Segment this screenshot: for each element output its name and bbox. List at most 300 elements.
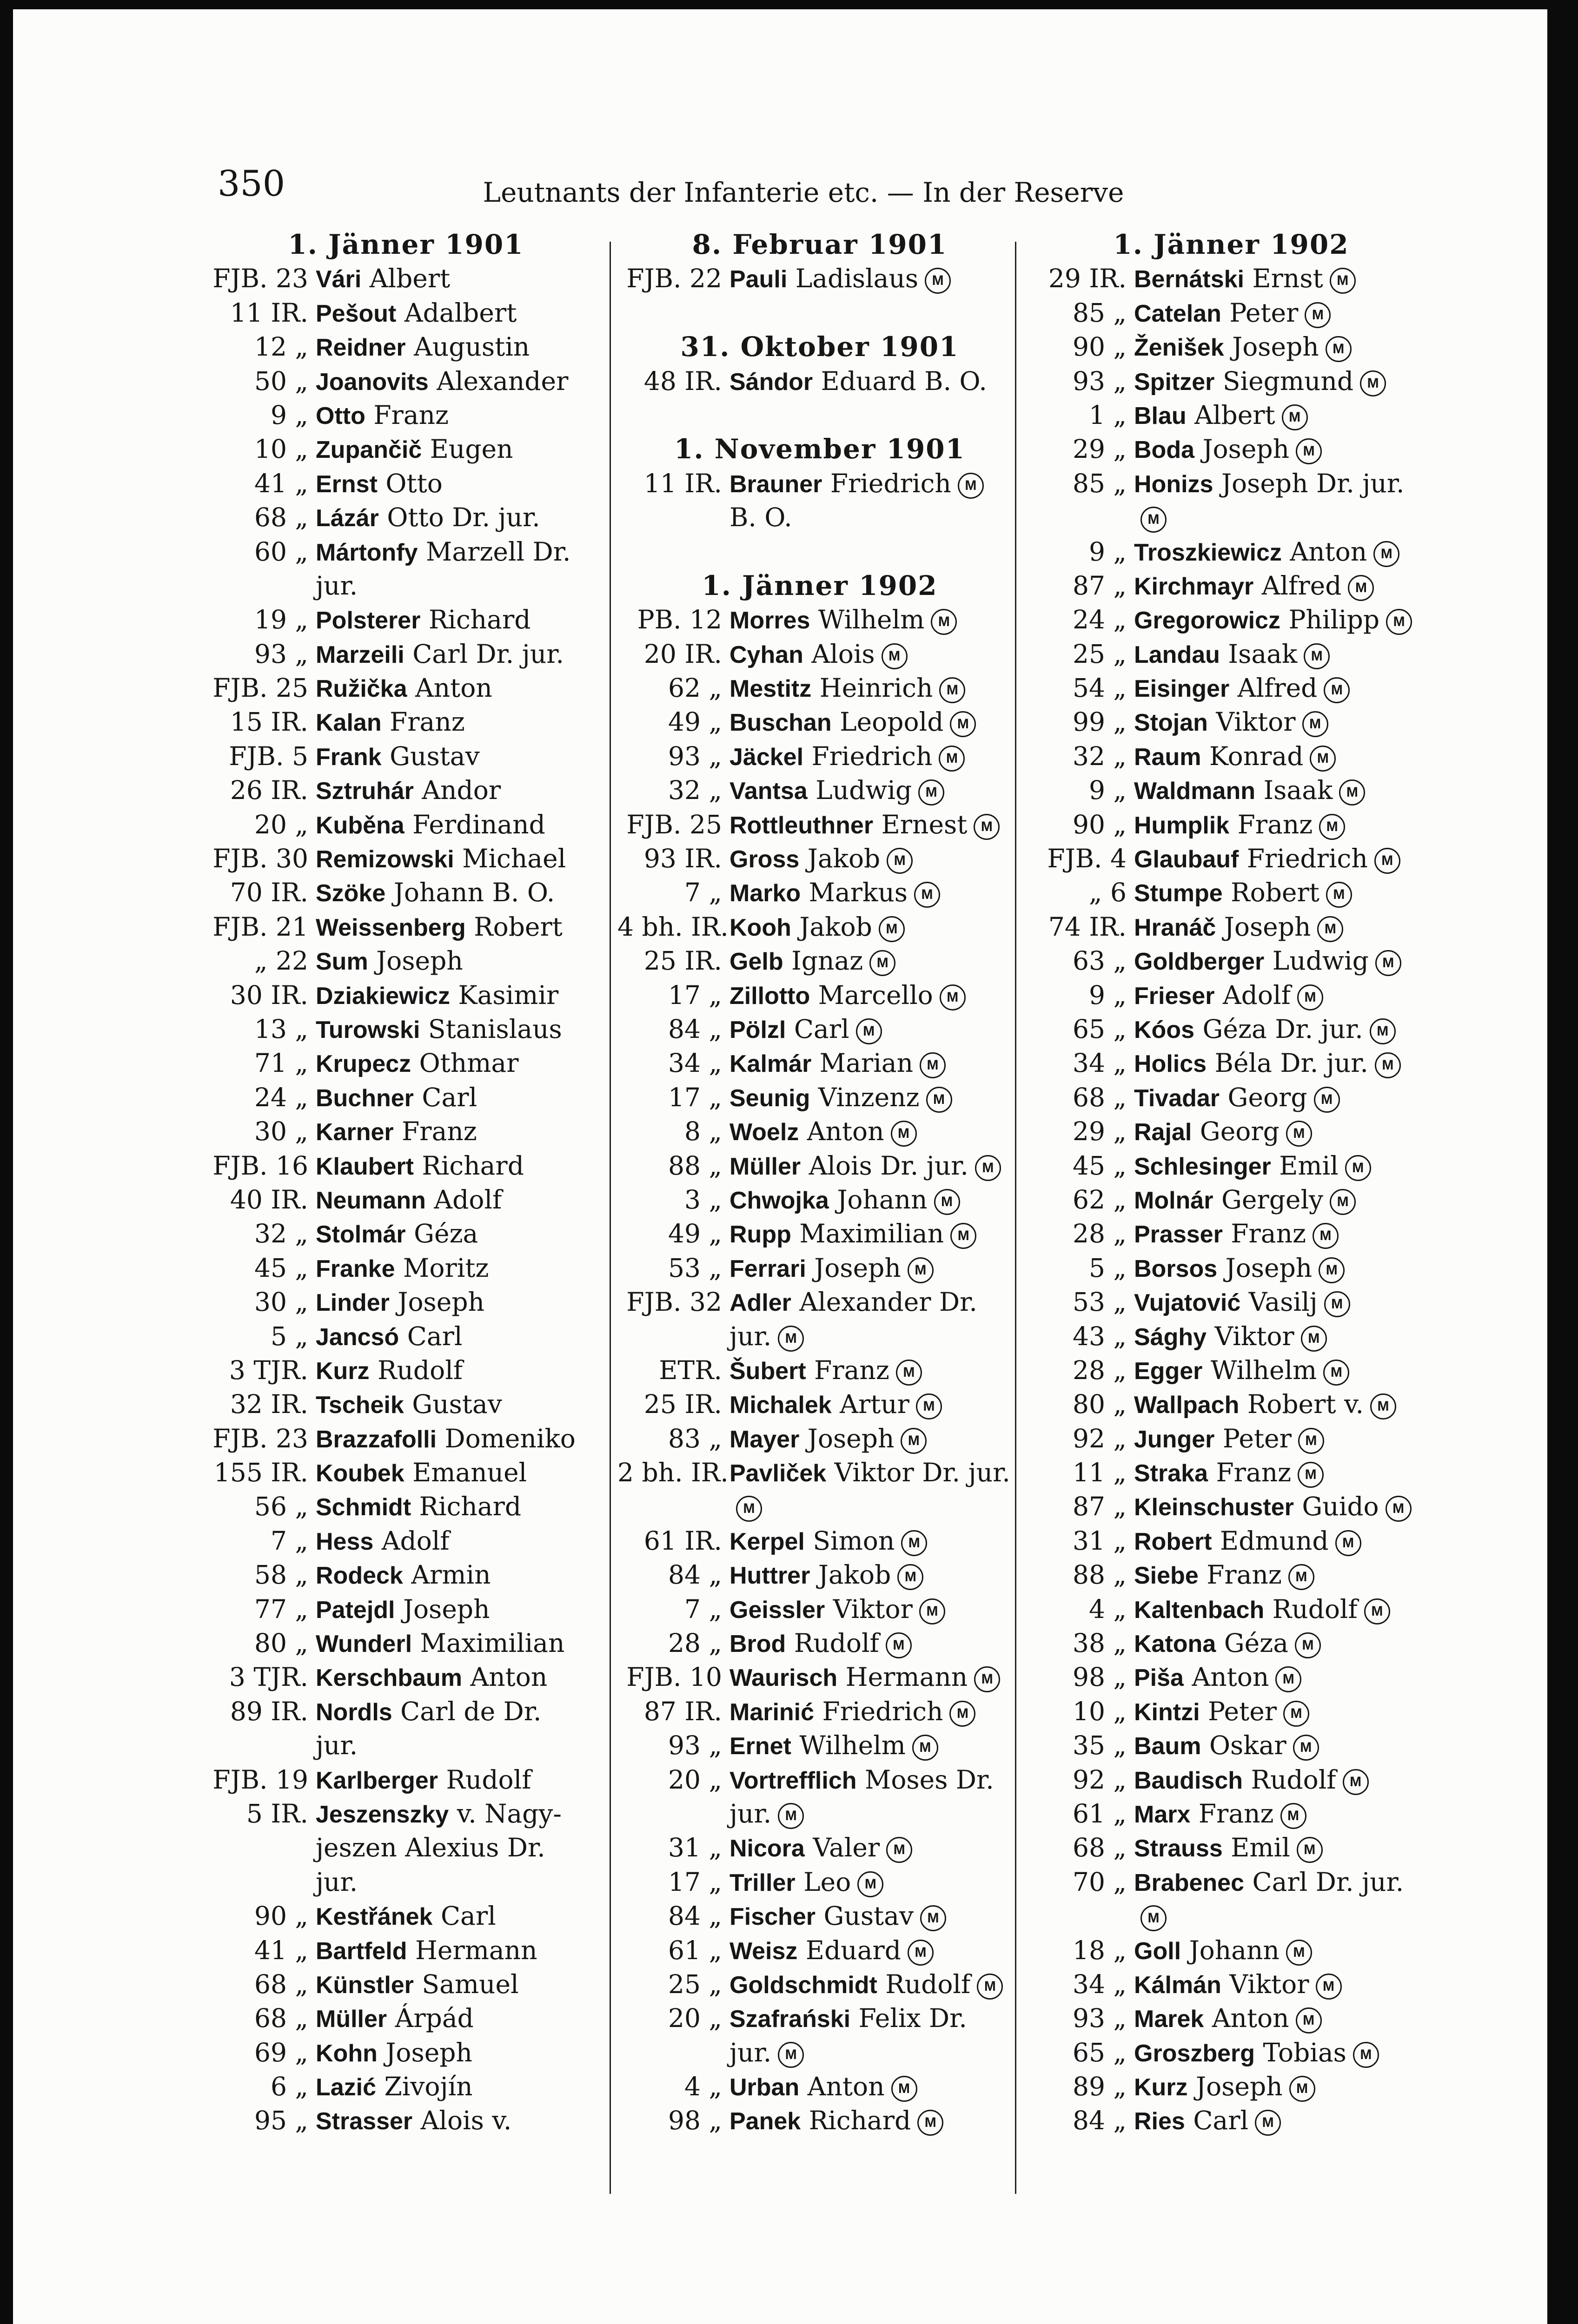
- entry-surname: Kurz: [316, 1357, 370, 1385]
- section-heading: 1. November 1901: [674, 433, 966, 465]
- entry-unit: 70 IR.: [230, 878, 308, 908]
- entry-unit: FJB. 16: [212, 1150, 308, 1181]
- circled-m-icon: M: [1323, 1360, 1349, 1386]
- entry-given-name: Eugen: [430, 434, 513, 464]
- entry-surname: Buschan: [729, 709, 832, 737]
- entry-surname: Ženišek: [1134, 334, 1224, 362]
- circled-m-icon: M: [1316, 1974, 1342, 2000]
- entry-surname: Kalan: [316, 709, 382, 737]
- roster-entry: [1022, 1320, 1440, 1353]
- entry-unit: 10 „: [254, 434, 308, 464]
- entry-surname: Stumpe: [1134, 880, 1223, 907]
- entry-unit: 93 „: [1073, 2003, 1127, 2034]
- circled-m-icon: M: [886, 1837, 912, 1863]
- entry-unit: 70 „: [1073, 1867, 1127, 1897]
- entry-given-name: Eduard B. O.: [821, 366, 987, 396]
- entry-surname: Frieser: [1134, 982, 1215, 1010]
- entry-given-name: Edmund: [1220, 1525, 1329, 1556]
- roster-entry: [204, 1626, 608, 1660]
- column-2: [617, 228, 1022, 2138]
- roster-entry: [617, 1012, 1022, 1046]
- circled-m-icon: M: [1298, 1428, 1324, 1454]
- entry-given-name: Jakob: [807, 844, 881, 874]
- entry-unit: 61 „: [668, 1935, 722, 1965]
- roster-entry: [617, 1217, 1022, 1251]
- entry-unit: 98 „: [1073, 1662, 1127, 1692]
- circled-m-icon: M: [1326, 882, 1352, 908]
- entry-unit: 93 „: [1073, 366, 1127, 396]
- entry-given-name: Rudolf: [885, 1969, 971, 1999]
- entry-unit: 3 TJR.: [229, 1355, 308, 1385]
- entry-surname: Karner: [316, 1119, 394, 1146]
- roster-entry: [617, 1251, 1022, 1285]
- entry-surname: Ernet: [729, 1733, 791, 1760]
- circled-m-icon: M: [1370, 1393, 1396, 1419]
- entry-given-name: Franz: [1216, 1458, 1292, 1488]
- circled-m-icon: M: [939, 677, 965, 703]
- circled-m-icon: M: [1289, 2076, 1315, 2102]
- roster-entry: [617, 1456, 1022, 1490]
- entry-surname: Huttrer: [729, 1562, 810, 1590]
- roster-entry: [617, 1046, 1022, 1080]
- entry-surname: Remizowski: [316, 846, 454, 873]
- roster-entry: [617, 1797, 1022, 1831]
- roster-entry: [617, 1660, 1022, 1694]
- entry-unit: 155 IR.: [213, 1458, 308, 1488]
- entry-given-name: Leopold: [840, 707, 944, 737]
- entry-surname: Ries: [1134, 2108, 1185, 2135]
- entry-unit: 65 „: [1073, 2037, 1127, 2067]
- roster-entry: [1022, 432, 1440, 466]
- entry-unit: 63 „: [1073, 946, 1127, 976]
- entry-given-name: Siegmund: [1222, 366, 1354, 396]
- entry-surname: Kuběna: [316, 812, 404, 839]
- circled-m-icon: M: [1280, 1803, 1306, 1829]
- entry-surname: Tscheik: [316, 1392, 404, 1419]
- entry-unit: 7 „: [684, 878, 722, 908]
- entry-given-name: Joseph: [398, 1287, 484, 1317]
- entry-unit: 93 „: [668, 741, 722, 771]
- entry-unit: 31 „: [1073, 1525, 1127, 1556]
- entry-unit: 84 „: [668, 1901, 722, 1931]
- entry-unit: 80 „: [254, 1628, 308, 1658]
- circled-m-icon: M: [1386, 1496, 1412, 1522]
- entry-surname: Jäckel: [729, 743, 804, 771]
- entry-unit: 4 bh. IR.: [617, 911, 729, 942]
- roster-entry: [204, 1149, 608, 1183]
- entry-surname: Marek: [1134, 2006, 1204, 2033]
- entry-surname: Rottleuthner: [729, 812, 874, 839]
- entry-surname: Triller: [729, 1869, 796, 1896]
- entry-unit: FJB. 25: [626, 809, 722, 839]
- entry-surname: Molnár: [1134, 1187, 1213, 1214]
- entry-given-name: Gustav: [390, 741, 480, 771]
- circled-m-icon: M: [1313, 1223, 1339, 1249]
- entry-unit: 3 TJR.: [229, 1662, 308, 1692]
- column-divider: [610, 242, 611, 2194]
- roster-entry: [204, 1046, 608, 1080]
- circled-m-icon: M: [949, 1701, 975, 1727]
- entry-surname: Kerpel: [729, 1528, 805, 1555]
- roster-entry: [204, 773, 608, 807]
- entry-surname: Siebe: [1134, 1562, 1199, 1590]
- circled-m-icon: M: [919, 1598, 945, 1624]
- entry-surname: Zupančič: [316, 436, 422, 464]
- entry-surname: Stojan: [1134, 709, 1208, 737]
- entry-surname: Krupecz: [316, 1050, 411, 1078]
- roster-entry: [1022, 1387, 1440, 1421]
- entry-unit: 18 „: [1073, 1935, 1127, 1965]
- entry-unit: 93 IR.: [643, 844, 722, 874]
- circled-m-icon: M: [1353, 2042, 1379, 2068]
- circled-m-icon: M: [931, 609, 957, 635]
- entry-given-name: Viktor: [1216, 707, 1296, 737]
- roster-entry: [1022, 1046, 1440, 1080]
- entry-given-name: Georg: [1200, 1116, 1280, 1147]
- entry-given-name: Carl: [407, 1321, 463, 1351]
- entry-unit: FJB. 22: [626, 264, 722, 294]
- roster-entry: [1022, 978, 1440, 1012]
- entry-surname: Rodeck: [316, 1562, 403, 1590]
- entry-unit: 68 „: [254, 1969, 308, 1999]
- entry-given-name: Stanislaus: [428, 1014, 562, 1044]
- entry-surname: Kirchmayr: [1134, 573, 1254, 600]
- circled-m-icon: M: [934, 1189, 960, 1215]
- entry-unit: 28 „: [1073, 1355, 1127, 1385]
- roster-entry: [617, 773, 1022, 807]
- circled-m-icon: M: [1305, 302, 1331, 328]
- entry-given-name: Zivojín: [384, 2072, 473, 2102]
- entry-given-name: Moses Dr.: [865, 1764, 994, 1795]
- book-page: [13, 9, 1547, 2324]
- entry-unit: 9 „: [1089, 775, 1127, 805]
- entry-surname: Weisz: [729, 1937, 798, 1965]
- entry-unit: 89 IR.: [230, 1696, 308, 1726]
- circled-m-icon: M: [1370, 1018, 1396, 1044]
- roster-entry: [204, 1524, 608, 1558]
- entry-surname: Urban: [729, 2074, 800, 2101]
- entry-unit: 93 „: [254, 639, 308, 669]
- circled-m-icon: M: [920, 1905, 946, 1931]
- entry-unit: 12 „: [254, 332, 308, 362]
- entry-surname: Reidner: [316, 334, 406, 362]
- entry-surname: Polsterer: [316, 607, 421, 634]
- entry-surname: Turowski: [316, 1016, 420, 1043]
- entry-surname: Humplik: [1134, 812, 1230, 839]
- roster-entry: [1022, 637, 1440, 671]
- entry-continuation: B. O.: [729, 502, 792, 533]
- entry-surname: Jancsó: [316, 1323, 399, 1351]
- running-title: Leutnants der Infanterie etc. — In der Reserve: [483, 177, 1124, 208]
- entry-given-name: Carl de Dr.: [400, 1696, 542, 1726]
- circled-m-icon: M: [896, 1360, 922, 1386]
- circled-m-icon: M: [925, 268, 951, 294]
- circled-m-icon: M: [869, 950, 895, 976]
- roster-entry: [204, 535, 608, 569]
- roster-entry: [617, 1831, 1022, 1865]
- entry-unit: 74 IR.: [1048, 911, 1127, 942]
- entry-given-name: Franz: [1198, 1798, 1274, 1829]
- roster-entry: [1022, 1490, 1440, 1524]
- section-heading: 8. Februar 1901: [692, 229, 948, 260]
- entry-given-name: Gergely: [1221, 1184, 1324, 1215]
- roster-entry: [204, 978, 608, 1012]
- circled-m-icon: M: [958, 473, 984, 499]
- entry-unit: „ 6: [1089, 878, 1127, 908]
- entry-surname: Bartfeld: [316, 1937, 407, 1965]
- entry-given-name: Isaak: [1263, 775, 1333, 805]
- roster-entry: [1022, 1558, 1440, 1592]
- entry-surname: Kalmár: [729, 1050, 812, 1078]
- roster-entry: [617, 1592, 1022, 1626]
- entry-surname: Kleinschuster: [1134, 1494, 1294, 1521]
- entry-surname: Wallpach: [1134, 1392, 1240, 1419]
- circled-m-icon: M: [1345, 1155, 1371, 1181]
- entry-unit: 30 „: [254, 1287, 308, 1317]
- entry-unit: 17 „: [668, 1082, 722, 1112]
- circled-m-icon: M: [974, 814, 1000, 840]
- roster-entry: [1022, 2104, 1440, 2138]
- entry-unit: 54 „: [1073, 673, 1127, 703]
- column-divider: [1015, 242, 1016, 2194]
- entry-surname: Katona: [1134, 1631, 1216, 1658]
- entry-surname: Pauli: [729, 266, 788, 293]
- entry-surname: Wunderl: [316, 1631, 412, 1658]
- circled-m-icon: M: [974, 1666, 1000, 1692]
- entry-given-name: Franz: [402, 1116, 477, 1147]
- entry-surname: Piša: [1134, 1664, 1184, 1692]
- circled-m-icon: M: [1296, 2007, 1322, 2034]
- roster-entry: [204, 944, 608, 978]
- entry-given-name: Augustin: [414, 332, 530, 362]
- roster-entry: [204, 2001, 608, 2035]
- entry-unit: 87 IR.: [643, 1696, 722, 1726]
- roster-entry: [617, 1729, 1022, 1763]
- entry-surname: Kooh: [729, 914, 791, 941]
- roster-entry: [1022, 1626, 1440, 1660]
- entry-given-name: Ludwig: [816, 775, 912, 805]
- entry-surname: Landau: [1134, 641, 1220, 668]
- column-3: [1022, 228, 1440, 2138]
- entry-unit: 5 IR.: [246, 1798, 308, 1829]
- entry-given-name: Maximilian: [420, 1628, 565, 1658]
- roster-entry: [617, 808, 1022, 842]
- entry-given-name: Géza: [1224, 1628, 1288, 1658]
- entry-unit: 98 „: [668, 2106, 722, 2136]
- entry-unit: 41 „: [254, 468, 308, 498]
- roster-entry: [617, 1899, 1022, 1933]
- entry-given-name: Ludwig: [1272, 946, 1369, 976]
- entry-given-name: Artur: [840, 1389, 909, 1419]
- roster-entry: [1022, 1934, 1440, 1967]
- entry-unit: 85 „: [1073, 468, 1127, 498]
- circled-m-icon: M: [1301, 1326, 1327, 1352]
- entry-given-name: Hermann: [415, 1935, 537, 1965]
- entry-given-name: Vinzenz: [818, 1082, 920, 1112]
- roster-entry: [204, 671, 608, 705]
- entry-surname: Kálmán: [1134, 1971, 1221, 1999]
- entry-unit: 92 „: [1073, 1764, 1127, 1795]
- entry-given-name: Marcello: [818, 980, 933, 1010]
- entry-surname: Holics: [1134, 1050, 1207, 1078]
- entry-given-name: Richard: [419, 1492, 522, 1522]
- entry-surname: Nordls: [316, 1698, 392, 1726]
- circled-m-icon: M: [1140, 507, 1167, 533]
- roster-entry: [617, 739, 1022, 773]
- entry-unit: FJB. 23: [212, 1423, 308, 1453]
- circled-m-icon: M: [917, 2110, 943, 2136]
- roster-entry: [1022, 535, 1440, 569]
- circled-m-icon: M: [1375, 950, 1401, 976]
- entry-surname: Fischer: [729, 1903, 816, 1931]
- entry-given-name: Rudolf: [1272, 1594, 1358, 1624]
- entry-unit: 4 „: [1089, 1594, 1127, 1624]
- entry-surname: Strasser: [316, 2108, 413, 2135]
- entry-surname: Kintzi: [1134, 1698, 1200, 1726]
- roster-entry: [1022, 467, 1440, 501]
- entry-surname: Schmidt: [316, 1494, 411, 1521]
- roster-entry: [204, 501, 608, 535]
- entry-unit: 11 IR.: [643, 468, 722, 498]
- entry-given-name: Béla Dr. jur.: [1214, 1048, 1368, 1078]
- entry-surname: Pavliček: [729, 1460, 827, 1487]
- entry-surname: Groszberg: [1134, 2040, 1255, 2067]
- entry-surname: Troszkiewicz: [1134, 539, 1282, 566]
- roster-entry: [204, 637, 608, 671]
- entry-surname: Marinić: [729, 1698, 815, 1726]
- page-header: [13, 149, 1547, 214]
- entry-unit: 90 „: [1073, 332, 1127, 362]
- entry-surname: Morres: [729, 607, 810, 634]
- section-heading: 1. Jänner 1902: [1113, 229, 1349, 260]
- entry-unit: 89 „: [1073, 2072, 1127, 2102]
- entry-unit: 1 „: [1089, 400, 1127, 430]
- roster-entry: [204, 1081, 608, 1115]
- entry-given-name: Robert: [1231, 878, 1319, 908]
- entry-given-name: Emanuel: [412, 1458, 527, 1488]
- entry-given-name: Wilhelm: [799, 1730, 906, 1761]
- entry-unit: 17 „: [668, 980, 722, 1010]
- roster-entry: [204, 1251, 608, 1285]
- circled-m-icon: M: [926, 1087, 952, 1113]
- entry-given-name: Viktor: [833, 1594, 913, 1624]
- roster-entry: [1022, 364, 1440, 398]
- circled-m-icon: M: [1288, 1564, 1314, 1590]
- circled-m-icon: M: [1319, 1257, 1345, 1283]
- circled-m-icon: M: [950, 711, 976, 737]
- entry-unit: PB. 12: [637, 605, 722, 635]
- entry-given-name: Géza Dr. jur.: [1202, 1014, 1363, 1044]
- entry-unit: 41 „: [254, 1935, 308, 1965]
- roster-entry: [204, 1558, 608, 1592]
- entry-given-name: Franz: [373, 400, 449, 430]
- entry-unit: 10 „: [1073, 1696, 1127, 1726]
- roster-entry: [204, 1831, 608, 1865]
- entry-given-name: Peter: [1208, 1696, 1277, 1726]
- entry-continuation: jur.: [316, 1730, 358, 1761]
- entry-unit: 40 IR.: [230, 1184, 308, 1215]
- entry-given-name: Heinrich: [819, 673, 933, 703]
- roster-entry: [1022, 1422, 1440, 1456]
- circled-m-icon: M: [778, 2042, 804, 2068]
- entry-given-name: Anton: [807, 2072, 885, 2102]
- circled-m-icon: M: [1335, 1530, 1361, 1556]
- spacer: [617, 535, 1022, 569]
- entry-unit: FJB. 10: [626, 1662, 722, 1692]
- entry-surname: Kestřánek: [316, 1903, 433, 1931]
- roster-entry: [204, 1592, 608, 1626]
- entry-unit: 32 „: [668, 775, 722, 805]
- roster-entry: [1022, 603, 1440, 637]
- roster-entry: [617, 978, 1022, 1012]
- entry-surname: Weissenberg: [316, 914, 466, 941]
- roster-entry: [204, 1934, 608, 1967]
- entry-given-name: Jakob: [818, 1560, 891, 1590]
- roster-entry: [617, 1490, 1022, 1524]
- roster-entry: [204, 467, 608, 501]
- entry-surname: Sándor: [729, 368, 813, 396]
- entry-surname: Chwojka: [729, 1187, 829, 1214]
- roster-entry: [617, 2036, 1022, 2070]
- entry-given-name: Franz: [1207, 1560, 1282, 1590]
- entry-surname: Ružička: [316, 675, 407, 703]
- entry-given-name: Adolf: [381, 1525, 450, 1556]
- roster-entry: [1022, 296, 1440, 330]
- roster-entry: [1022, 1149, 1440, 1183]
- entry-given-name: Othmar: [419, 1048, 519, 1078]
- entry-given-name: Árpád: [395, 2003, 474, 2034]
- roster-entry: [1022, 739, 1440, 773]
- entry-given-name: Armin: [411, 1560, 491, 1590]
- roster-entry: [204, 1660, 608, 1694]
- roster-entry: [1022, 1456, 1440, 1490]
- entry-given-name: Rudolf: [378, 1355, 463, 1385]
- roster-entry: [204, 1217, 608, 1251]
- roster-entry: [1022, 1695, 1440, 1729]
- entry-surname: Bernátski: [1134, 266, 1244, 293]
- roster-entry: [617, 467, 1022, 501]
- roster-entry: [204, 364, 608, 398]
- entry-given-name: Albert: [1194, 400, 1275, 430]
- entry-unit: 20 „: [668, 1764, 722, 1795]
- entry-surname: Karlberger: [316, 1767, 438, 1794]
- entry-unit: 84 „: [668, 1560, 722, 1590]
- column-1: [204, 228, 608, 2138]
- entry-unit: 8 „: [684, 1116, 722, 1147]
- entry-surname: Mayer: [729, 1426, 800, 1453]
- circled-m-icon: M: [1302, 711, 1328, 737]
- entry-given-name: Adolf: [434, 1184, 502, 1215]
- section-heading: 1. Jänner 1902: [702, 569, 938, 601]
- entry-given-name: Alois: [811, 639, 875, 669]
- roster-entry: [204, 603, 608, 637]
- entry-unit: 92 „: [1073, 1423, 1127, 1453]
- roster-entry: [617, 671, 1022, 705]
- circled-m-icon: M: [940, 984, 966, 1010]
- roster-entry: [617, 1387, 1022, 1421]
- entry-given-name: Philipp: [1288, 605, 1380, 635]
- circled-m-icon: M: [920, 1052, 946, 1078]
- entry-unit: 88 „: [1073, 1560, 1127, 1590]
- entry-surname: Tivadar: [1134, 1084, 1220, 1112]
- entry-given-name: Rudolf: [1251, 1764, 1336, 1795]
- entry-unit: 11 „: [1073, 1458, 1127, 1488]
- entry-given-name: Moritz: [403, 1253, 489, 1283]
- entry-unit: 84 „: [668, 1014, 722, 1044]
- roster-entry: [1022, 2001, 1440, 2035]
- entry-given-name: Carl: [422, 1082, 477, 1112]
- roster-entry: [1022, 1831, 1440, 1865]
